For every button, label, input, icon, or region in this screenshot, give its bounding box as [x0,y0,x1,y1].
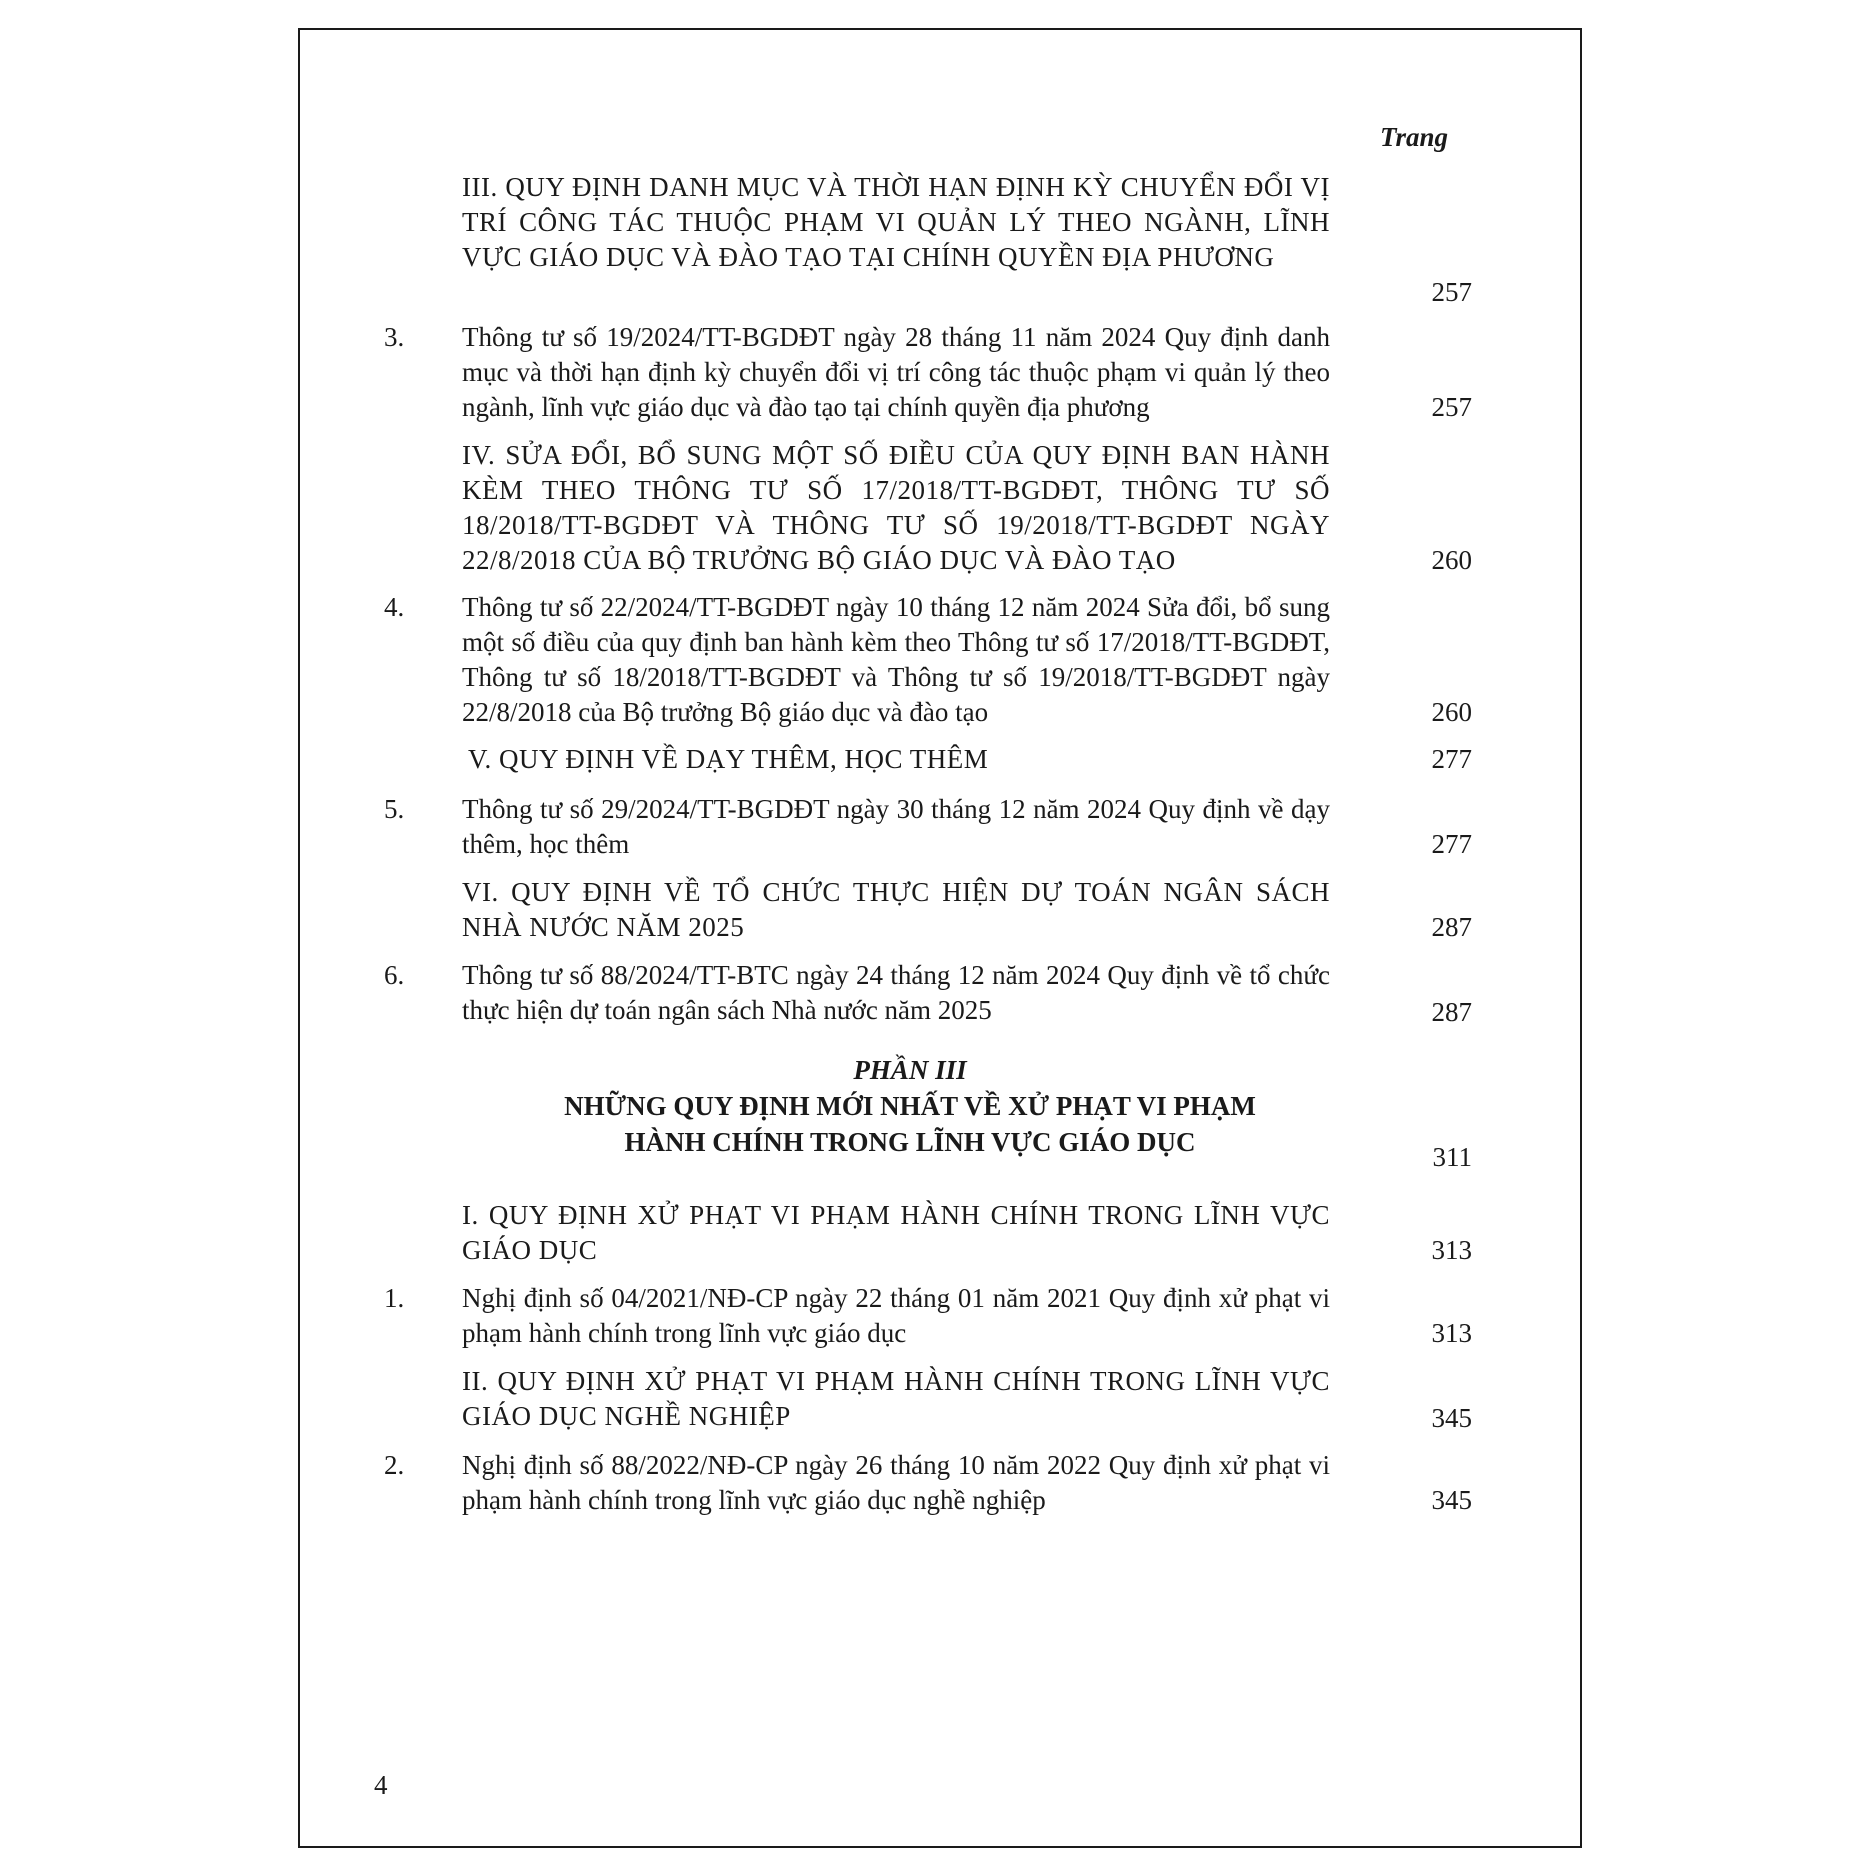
toc-page-number: 287 [1431,912,1472,942]
toc-page-number: 277 [1431,829,1472,859]
part-title-line: NHỮNG QUY ĐỊNH MỚI NHẤT VỀ XỬ PHẠT VI PHẠM [564,1091,1256,1121]
toc-item-title: Thông tư số 19/2024/TT-BGDĐT ngày 28 tháng 11 năm 2024 Quy định danh mục và thời hạn định kỳ chuyển đổi vị trí công tác thuộc phạm vi quản lý theo ngành, lĩnh vực giáo dục và đào tạo tại chính quyền địa phương [462,322,1330,422]
toc-page-number: 311 [1432,1142,1472,1172]
document-page [298,28,1582,1848]
toc-page-number: 345 [1431,1403,1472,1433]
toc-item-number: 5. [384,794,405,824]
toc-page-number: 277 [1431,744,1472,774]
toc-item-number: 2. [384,1450,405,1480]
toc-item-number: 4. [384,592,405,622]
toc-item-title: Nghị định số 88/2022/NĐ-CP ngày 26 tháng 10 năm 2022 Quy định xử phạt vi phạm hành chính trong lĩnh vực giáo dục nghề nghiệp [462,1450,1330,1515]
toc-section-title: I. QUY ĐỊNH XỬ PHẠT VI PHẠM HÀNH CHÍNH TRONG LĨNH VỰC GIÁO DỤC [462,1200,1330,1265]
toc-section-title: III. QUY ĐỊNH DANH MỤC VÀ THỜI HẠN ĐỊNH KỲ CHUYỂN ĐỔI VỊ TRÍ CÔNG TÁC THUỘC PHẠM VI QUẢN LÝ THEO NGÀNH, LĨNH VỰC GIÁO DỤC VÀ ĐÀO TẠO TẠI CHÍNH QUYỀN ĐỊA PHƯƠNG [462,172,1330,272]
toc-section-title: V. QUY ĐỊNH VỀ DẠY THÊM, HỌC THÊM [468,744,989,774]
toc-section-title: II. QUY ĐỊNH XỬ PHẠT VI PHẠM HÀNH CHÍNH TRONG LĨNH VỰC GIÁO DỤC NGHỀ NGHIỆP [462,1366,1330,1431]
toc-item-title: Thông tư số 22/2024/TT-BGDĐT ngày 10 tháng 12 năm 2024 Sửa đổi, bổ sung một số điều của quy định ban hành kèm theo Thông tư số 17/2018/TT-BGDĐT, Thông tư số 18/2018/TT-BGDĐT và Thông tư số 19/2018/TT-BGDĐT ngày 22/8/2018 của Bộ trưởng Bộ giáo dục và đào tạo [462,592,1330,727]
page-column-header: Trang [1380,122,1449,152]
part-label: PHẦN III [853,1055,967,1085]
toc-section-title: VI. QUY ĐỊNH VỀ TỔ CHỨC THỰC HIỆN DỰ TOÁN NGÂN SÁCH NHÀ NƯỚC NĂM 2025 [462,877,1330,942]
toc-item-number: 6. [384,960,405,990]
part-title-line: HÀNH CHÍNH TRONG LĨNH VỰC GIÁO DỤC [624,1127,1196,1157]
toc-item-title: Thông tư số 29/2024/TT-BGDĐT ngày 30 tháng 12 năm 2024 Quy định về dạy thêm, học thêm [462,794,1330,859]
toc-page-number: 257 [1431,277,1472,307]
toc-page-number: 345 [1431,1485,1472,1515]
toc-item-title: Thông tư số 88/2024/TT-BTC ngày 24 tháng 12 năm 2024 Quy định về tổ chức thực hiện dự toán ngân sách Nhà nước năm 2025 [462,960,1330,1025]
toc-section-title: IV. SỬA ĐỔI, BỔ SUNG MỘT SỐ ĐIỀU CỦA QUY ĐỊNH BAN HÀNH KÈM THEO THÔNG TƯ SỐ 17/2018/TT-BGDĐT, THÔNG TƯ SỐ 18/2018/TT-BGDĐT VÀ THÔNG TƯ SỐ 19/2018/TT-BGDĐT NGÀY 22/8/2018 CỦA BỘ TRƯỞNG BỘ GIÁO DỤC VÀ ĐÀO TẠO [462,440,1330,575]
toc-page-number: 287 [1431,997,1472,1027]
part-heading [460,1052,1360,1160]
toc-page-number: 313 [1431,1318,1472,1348]
toc-item-number: 3. [384,322,405,352]
page-footer-number: 4 [374,1770,388,1800]
toc-page-number: 260 [1431,545,1472,575]
toc-page-number: 313 [1431,1235,1472,1265]
toc-item-title: Nghị định số 04/2021/NĐ-CP ngày 22 tháng 01 năm 2021 Quy định xử phạt vi phạm hành chính trong lĩnh vực giáo dục [462,1283,1330,1348]
toc-item-number: 1. [384,1283,405,1313]
toc-page-number: 260 [1431,697,1472,727]
toc-page-number: 257 [1431,392,1472,422]
